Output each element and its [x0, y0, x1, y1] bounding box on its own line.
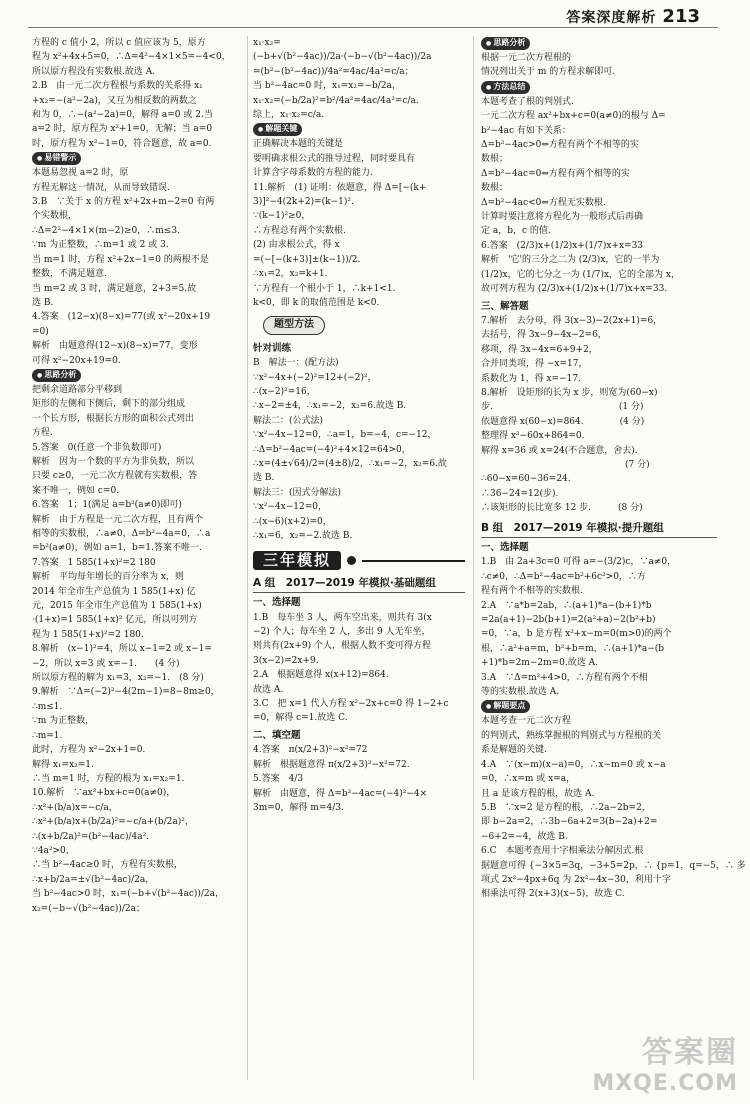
text-line: Δ=b²−4ac<0⇔方程无实数根.: [481, 197, 606, 208]
text-line: 计算时要注意将方程化为一般形式后再确: [481, 212, 644, 223]
text-line: −2，所以 x=3 或 x=−1. (4 分): [32, 658, 180, 669]
text-line: 7.答案 1 585(1+x)²=2 180: [32, 557, 156, 568]
group-heading: B 组 2017—2019 年模拟·提升题组: [481, 521, 717, 538]
text-line: 计算含字母系数的方程的能力.: [253, 168, 373, 179]
text-line: ∴(x−6)(x+2)=0，: [253, 516, 332, 527]
text-line: ∴当 b²−4ac≥0 时，方程有实数根，: [32, 860, 184, 871]
text-line: 6.C 本题考查用十字相乘法分解因式.根: [481, 846, 644, 857]
text-line: 相等的实数根，∴a≠0，Δ=b²−4a=0，∴a: [32, 529, 211, 539]
text-line: 1.B 由 2a+3c=0 可得 a=−(3/2)c，∵a≠0，: [481, 557, 677, 568]
section-banner: [253, 551, 465, 569]
text-line: 4.答案 π(x/2+3)²−x²=72: [253, 745, 368, 756]
text-line: 和为 0，∴−(a²−2a)=0，解得 a=0 或 2.当: [32, 110, 213, 121]
text-line: ∵(k−1)²≥0，: [253, 211, 311, 222]
text-line: 2.B 由一元二次方程根与系数的关系得 x₁: [32, 81, 203, 92]
text-line: Δ=b²−4ac>0⇔方程有两个不相等的实: [481, 140, 639, 151]
text-line: 程为 x²+4x+5=0，∴Δ=4²−4×1×5=−4<0，: [32, 52, 231, 63]
text-line: 3.B ∵关于 x 的方程 x²+2x+m−2=0 有两: [32, 197, 215, 208]
text-line: ∴60−x=60−36=24.: [481, 474, 571, 485]
text-line: k<0，即 k 的取值范围是 k<0.: [253, 297, 380, 308]
text-line: 当 m=2 或 3 时，满足题意，2+3=5.故: [32, 283, 197, 294]
text-line: (−b+√(b²−4ac))/2a·(−b−√(b²−4ac))/2a: [253, 52, 432, 63]
text-line: 所以原方程没有实数根.故选 A.: [32, 66, 156, 77]
text-line: ∴该矩形的长比宽多 12 步. (8 分): [481, 503, 643, 514]
text-line: (1/2)x，它的七分之一为 (1/7)x，它的全部为 x，: [481, 269, 680, 280]
column-left: [32, 36, 244, 1084]
text-line: 个实数根，: [32, 211, 78, 222]
group-heading: A 组 2017—2019 年模拟·基础题组: [253, 576, 465, 593]
text-line: 数根；: [481, 154, 509, 165]
page-header: [566, 6, 700, 27]
text-line: 2.A ∵a*b=2ab，∴(a+1)*a−(b+1)*b: [481, 600, 652, 611]
text-line: 整理得 x²−60x+864=0.: [481, 431, 585, 442]
text-line: 6.答案 1；1(满足 a=b²(a≠0)即可): [32, 500, 182, 511]
text-line: +1)*b=2m−2m=0.故选 A.: [481, 658, 598, 669]
text-line: ∵m 为正整数，: [32, 716, 95, 727]
text-line: 解析 由题意得(12−x)(8−x)=77，变形: [32, 341, 198, 352]
text-line: 依题意得 x(60−x)=864. (4 分): [481, 416, 645, 427]
text-line: 据题意可得 {−3×5=3q，−3+5=2p，∴ {p=1，q=−5，∴ 多: [481, 860, 746, 871]
text-line: ∵x²−4x+(−2)²=12+(−2)²，: [253, 372, 377, 383]
text-line: 方程.: [32, 428, 53, 439]
text-line: ∵m 为正整数，∴m=1 或 2 或 3.: [32, 240, 169, 251]
text-line: 根，∴a²+a=m，b²+b=m，∴(a+1)*a−(b: [481, 643, 665, 654]
text-line: 解析 由于方程是一元二次方程，且有两个: [32, 514, 204, 525]
text-line: 此时，方程为 x²−2x+1=0.: [32, 745, 146, 756]
text-line: 相乘法可得 2(x+3)(x−5)，故选 C.: [481, 889, 625, 900]
header-title: 答案深度解析: [566, 10, 657, 26]
watermark-logo-text: 答案圈: [642, 1035, 738, 1070]
text-line: 7.解析 去分母，得 3(x−3)−2(2x+1)=6，: [481, 315, 663, 326]
text-line: 程有两个不相等的实数根.: [481, 586, 583, 597]
text-line: 本题考查一元二次方程: [481, 716, 572, 727]
text-line: B 解法一：(配方法): [253, 358, 339, 369]
text-line: −6+2=−4，故选 B.: [481, 831, 568, 842]
text-line: ∴x=(4±√64)/2=(4±8)/2，∴x₁=−2，x₂=6.故: [253, 458, 447, 469]
text-line: 方程的 c 值小 2，所以 c 值应该为 5，原方: [32, 38, 206, 48]
text-line: x₁·x₂=: [253, 38, 281, 48]
text-line: 解法三：(因式分解法): [253, 487, 342, 498]
text-line: b²−4ac 有如下关系：: [481, 125, 571, 136]
tip-label: ● 易错警示: [32, 152, 81, 165]
text-line: 3.C 把 x=1 代入方程 x²−2x+c=0 得 1−2+c: [253, 699, 449, 710]
text-line: ∴方程总有两个实数根.: [253, 225, 346, 236]
text-line: 当 b²−4ac>0 时，x₁=(−b+√(b²−4ac))/2a，: [32, 889, 225, 900]
text-line: ∴(x+b/2a)²=(b²−4ac)/4a².: [32, 831, 150, 842]
text-line: 6.答案 (2/3)x+(1/2)x+(1/7)x+x=33: [481, 240, 644, 251]
text-line: 步. (1 分): [481, 402, 644, 413]
text-line: =0，∵a，b 是方程 x²+x−m=0(m>0)的两个: [481, 629, 672, 640]
text-line: =b²(a≠0)，例如 a=1，b=1.答案不唯一.: [32, 543, 202, 554]
text-line: ∴当 m=1 时，方程的根为 x₁=x₂=1.: [32, 773, 185, 784]
text-line: 解得 x=36 或 x=24(不合题意，舍去).: [481, 445, 638, 456]
text-line: 2014 年全市生产总值为 1 585(1+x) 亿: [32, 586, 196, 597]
text-line: ∴x²+(b/a)x+(b/2a)²=−c/a+(b/2a)²，: [32, 817, 194, 828]
text-line: 1.B 每车坐 3 人，两车空出来，则共有 3(x: [253, 612, 432, 623]
text-line: 解析 根据题意得 π(x/2+3)²−x²=72.: [253, 759, 410, 770]
section-heading: 针对训练: [253, 342, 292, 354]
page-number: 213: [662, 6, 700, 27]
text-line: Δ=b²−4ac=0⇔方程有两个相等的实: [481, 168, 630, 179]
tip-block: [481, 36, 717, 51]
text-line: ∴m=1.: [32, 730, 63, 741]
text-line: 且 a 是该方程的根，故选 A.: [481, 788, 595, 799]
method-banner: [253, 310, 465, 338]
text-line: 矩形的左侧和下侧后，剩下的部分组成: [32, 399, 186, 410]
text-line: 定 a，b，c 的值.: [481, 226, 551, 237]
text-line: 4.答案 (12−x)(8−x)=77(或 x²−20x+19: [32, 312, 211, 323]
text-line: =0，解得 c=1.故选 C.: [253, 713, 348, 724]
header-rule: [28, 27, 718, 28]
text-line: ∴m≤1.: [32, 701, 63, 712]
text-line: ∴Δ=b²−4ac=(−4)²+4×12=64>0，: [253, 444, 411, 455]
tip-label: ● 思路分析: [481, 37, 530, 50]
text-line: 4.A ∵(x−m)(x−a)=0，∴x−m=0 或 x−a: [481, 759, 666, 770]
text-line: 故选 A.: [253, 684, 284, 695]
text-line: 当 m=1 时，方程 x²+2x−1=0 的两根不是: [32, 254, 209, 265]
text-line: 3)]²−4(2k+2)=(k−1)².: [253, 197, 354, 208]
text-line: ∴Δ=2²−4×1×(m−2)≥0，∴m≤3.: [32, 225, 180, 236]
text-line: 把剩余道路部分平移到: [32, 384, 123, 395]
text-line: 故可列方程为 (2/3)x+(1/2)x+(1/7)x+x=33.: [481, 284, 668, 295]
column-middle: [253, 36, 465, 1084]
watermark-url: MXQE.COM: [592, 1071, 738, 1096]
text-line: 5.答案 0(任意一个非负数即可): [32, 442, 162, 453]
text-line: ∴x²+(b/a)x=−c/a，: [32, 802, 118, 813]
text-line: 解法二：(公式法): [253, 415, 324, 426]
text-line: 情况列出关于 m 的方程求解即可.: [481, 67, 616, 78]
text-line: 数根；: [481, 183, 509, 194]
text-line: 的判别式，熟练掌握根的判别式与方程根的关: [481, 730, 662, 741]
text-line: 程为 1 585(1+x)²=2 180.: [32, 629, 144, 640]
banner-dot-icon: [347, 556, 356, 565]
text-line: ∴x₁=2，x₂=k+1.: [253, 269, 328, 280]
text-line: 当 b²−4ac=0 时，x₁=x₂=−b/2a，: [253, 81, 401, 92]
tip-block: [32, 151, 244, 166]
text-line: ∴c≠0，∴Δ=b²−4ac=b²+6c²>0，∴方: [481, 571, 646, 582]
text-line: =0，∴x=m 或 x=a，: [481, 774, 576, 785]
text-line: =(−[−(k+3)]±(k−1))/2.: [253, 254, 361, 265]
text-line: 时，原方程为 x²−1=0，符合题意，故 a=0.: [32, 138, 212, 149]
text-line: 5.B ∵x=2 是方程的根，∴2a−2b=2，: [481, 802, 651, 813]
text-line: ∴36−24=12(步).: [481, 488, 559, 499]
text-line: 要明确求根公式的推导过程，同时要具有: [253, 153, 416, 164]
text-line: ∴x−2=±4，∴x₁=−2，x₂=6.故选 B.: [253, 401, 407, 412]
text-line: 根据一元二次方程根的: [481, 53, 572, 63]
text-line: 解析 '它'的三分之二为 (2/3)x，它的一半为: [481, 255, 660, 266]
text-line: 3.A ∵Δ=m²+4>0，∴方程有两个不相: [481, 672, 648, 683]
section-heading: 三、解答题: [481, 300, 529, 312]
column-divider: [247, 36, 248, 1080]
text-line: 9.解析 ∵Δ=(−2)²−4(2m−1)=8−8m≥0，: [32, 687, 220, 698]
text-line: 项式 2x²−4px+6q 为 2x²−4x−30，利用十字: [481, 874, 671, 885]
text-line: 即 b−2a=2，∴3b−6a+2=3(b−2a)+2=: [481, 817, 658, 828]
text-line: 合并同类项，得 −x=17，: [481, 359, 588, 370]
text-line: 只要 c≥0，一元二次方程就有实数根，答: [32, 471, 198, 482]
text-line: 5.答案 4/3: [253, 774, 304, 785]
text-line: =2a(a+1)−2b(b+1)=2(a²+a)−2(b²+b): [481, 615, 656, 626]
text-line: 所以原方程的解为 x₁=3，x₂=−1. (8 分): [32, 673, 204, 684]
text-line: 去括号，得 3x−9−4x−2=6，: [481, 330, 607, 341]
text-line: 解析 平均每年增长的百分率为 x，则: [32, 572, 184, 583]
text-line: ∵x²−4x−12=0，∴a=1，b=−4，c=−12，: [253, 430, 437, 441]
tip-label: ● 解题要点: [481, 700, 530, 713]
text-line: 选 B.: [253, 473, 275, 484]
text-line: 移项，得 3x−4x=6+9+2，: [481, 344, 598, 355]
text-line: 则共有(2x+9) 个人，根据人数不变可得方程: [253, 641, 431, 652]
section-heading: 一、选择题: [253, 597, 301, 609]
text-line: 解析 因为一个数的平方为非负数，所以: [32, 456, 195, 467]
text-line: =(b²−(b²−4ac))/4a²=4ac/4a²=c/a；: [253, 66, 414, 77]
text-line: (2) 由求根公式，得 x: [253, 240, 340, 251]
banner-rule: [362, 560, 465, 562]
tip-block: [32, 368, 244, 383]
method-banner-label: 题型方法: [263, 316, 325, 334]
tip-block: [253, 122, 465, 137]
text-line: 本题考查了根的判别式.: [481, 96, 574, 107]
text-line: −2) 个人；每车坐 2 人，多出 9 人无车坐，: [253, 627, 431, 638]
text-line: 选 B.: [32, 297, 54, 308]
text-line: 3(x−2)=2x+9.: [253, 655, 319, 666]
text-line: ∵4a²>0，: [32, 845, 75, 856]
text-line: ∴x+b/2a=±√(b²−4ac)/2a，: [32, 874, 155, 885]
text-line: 一个长方形，根据长方形的面积公式列出: [32, 413, 195, 424]
tip-block: [481, 80, 717, 95]
text-line: ∴x₁=6，x₂=−2.故选 B.: [253, 531, 353, 541]
text-line: 8.解析 (x−1)²=4，所以 x−1=2 或 x−1=: [32, 644, 212, 655]
tip-block: [481, 699, 717, 714]
watermark-logo: [592, 1027, 738, 1096]
text-line: 等的实数根.故选 A.: [481, 687, 560, 698]
text-line: 2.A 根据题意得 x(x+12)=864.: [253, 670, 389, 681]
tip-label: ● 思路分析: [32, 369, 81, 382]
text-line: =0): [32, 326, 49, 337]
text-line: x₁·x₂=(−b/2a)²=b²/4a²=4ac/4a²=c/a.: [253, 95, 419, 106]
tip-label: ● 解题关键: [253, 123, 302, 136]
text-line: 整数，不满足题意.: [32, 269, 107, 280]
section-heading: 一、选择题: [481, 542, 529, 553]
section-heading: 二、填空题: [253, 729, 301, 741]
text-line: ∵方程有一个根小于 1，∴k+1<1.: [253, 283, 396, 294]
text-line: 一元二次方程 ax²+bx+c=0(a≠0)的根与 Δ=: [481, 111, 666, 122]
text-line: 正确解决本题的关键是: [253, 139, 344, 150]
text-line: 综上，x₁·x₂=c/a.: [253, 110, 325, 121]
text-line: 案不唯一，例如 c=0.: [32, 485, 120, 496]
text-line: +x₂=−(a²−2a)，又互为相反数的两数之: [32, 95, 197, 106]
text-line: 系是解题的关键.: [481, 745, 547, 756]
text-line: 本题易忽视 a=2 时，原: [32, 168, 129, 179]
text-line: 系数化为 1，得 x=−17.: [481, 373, 581, 384]
text-line: (7 分): [481, 459, 650, 470]
text-line: 解析 由题意，得 Δ=b²−4ac=(−4)²−4×: [253, 788, 428, 799]
text-line: ∵x²−4x−12=0，: [253, 502, 328, 513]
tip-label: ● 方法总结: [481, 81, 530, 94]
text-line: 10.解析 ∵ax²+bx+c=0(a≠0)，: [32, 788, 176, 799]
text-line: 方程无解这一情况，从而导致错误.: [32, 182, 170, 193]
text-line: x₂=(−b−√(b²−4ac))/2a；: [32, 903, 146, 914]
text-line: ·(1+x)=1 585(1+x)² 亿元，所以可列方: [32, 615, 198, 626]
column-divider: [473, 36, 474, 1080]
section-banner-label: 三年模拟: [253, 551, 341, 569]
text-line: 8.解析 设矩形的长为 x 步，则宽为(60−x): [481, 387, 658, 398]
text-line: 3m=0，解得 m=4/3.: [253, 802, 344, 813]
text-line: 元，2015 年全市生产总值为 1 585(1+x): [32, 601, 202, 612]
text-line: 解得 x₁=x₂=1.: [32, 759, 94, 770]
text-line: a=2 时，原方程为 x²+1=0，无解；当 a=0: [32, 124, 213, 135]
text-line: 11.解析 (1) 证明：依题意，得 Δ=[−(k+: [253, 182, 427, 193]
text-line: 可得 x²−20x+19=0.: [32, 355, 121, 366]
text-line: ∴(x−2)²=16，: [253, 386, 316, 397]
